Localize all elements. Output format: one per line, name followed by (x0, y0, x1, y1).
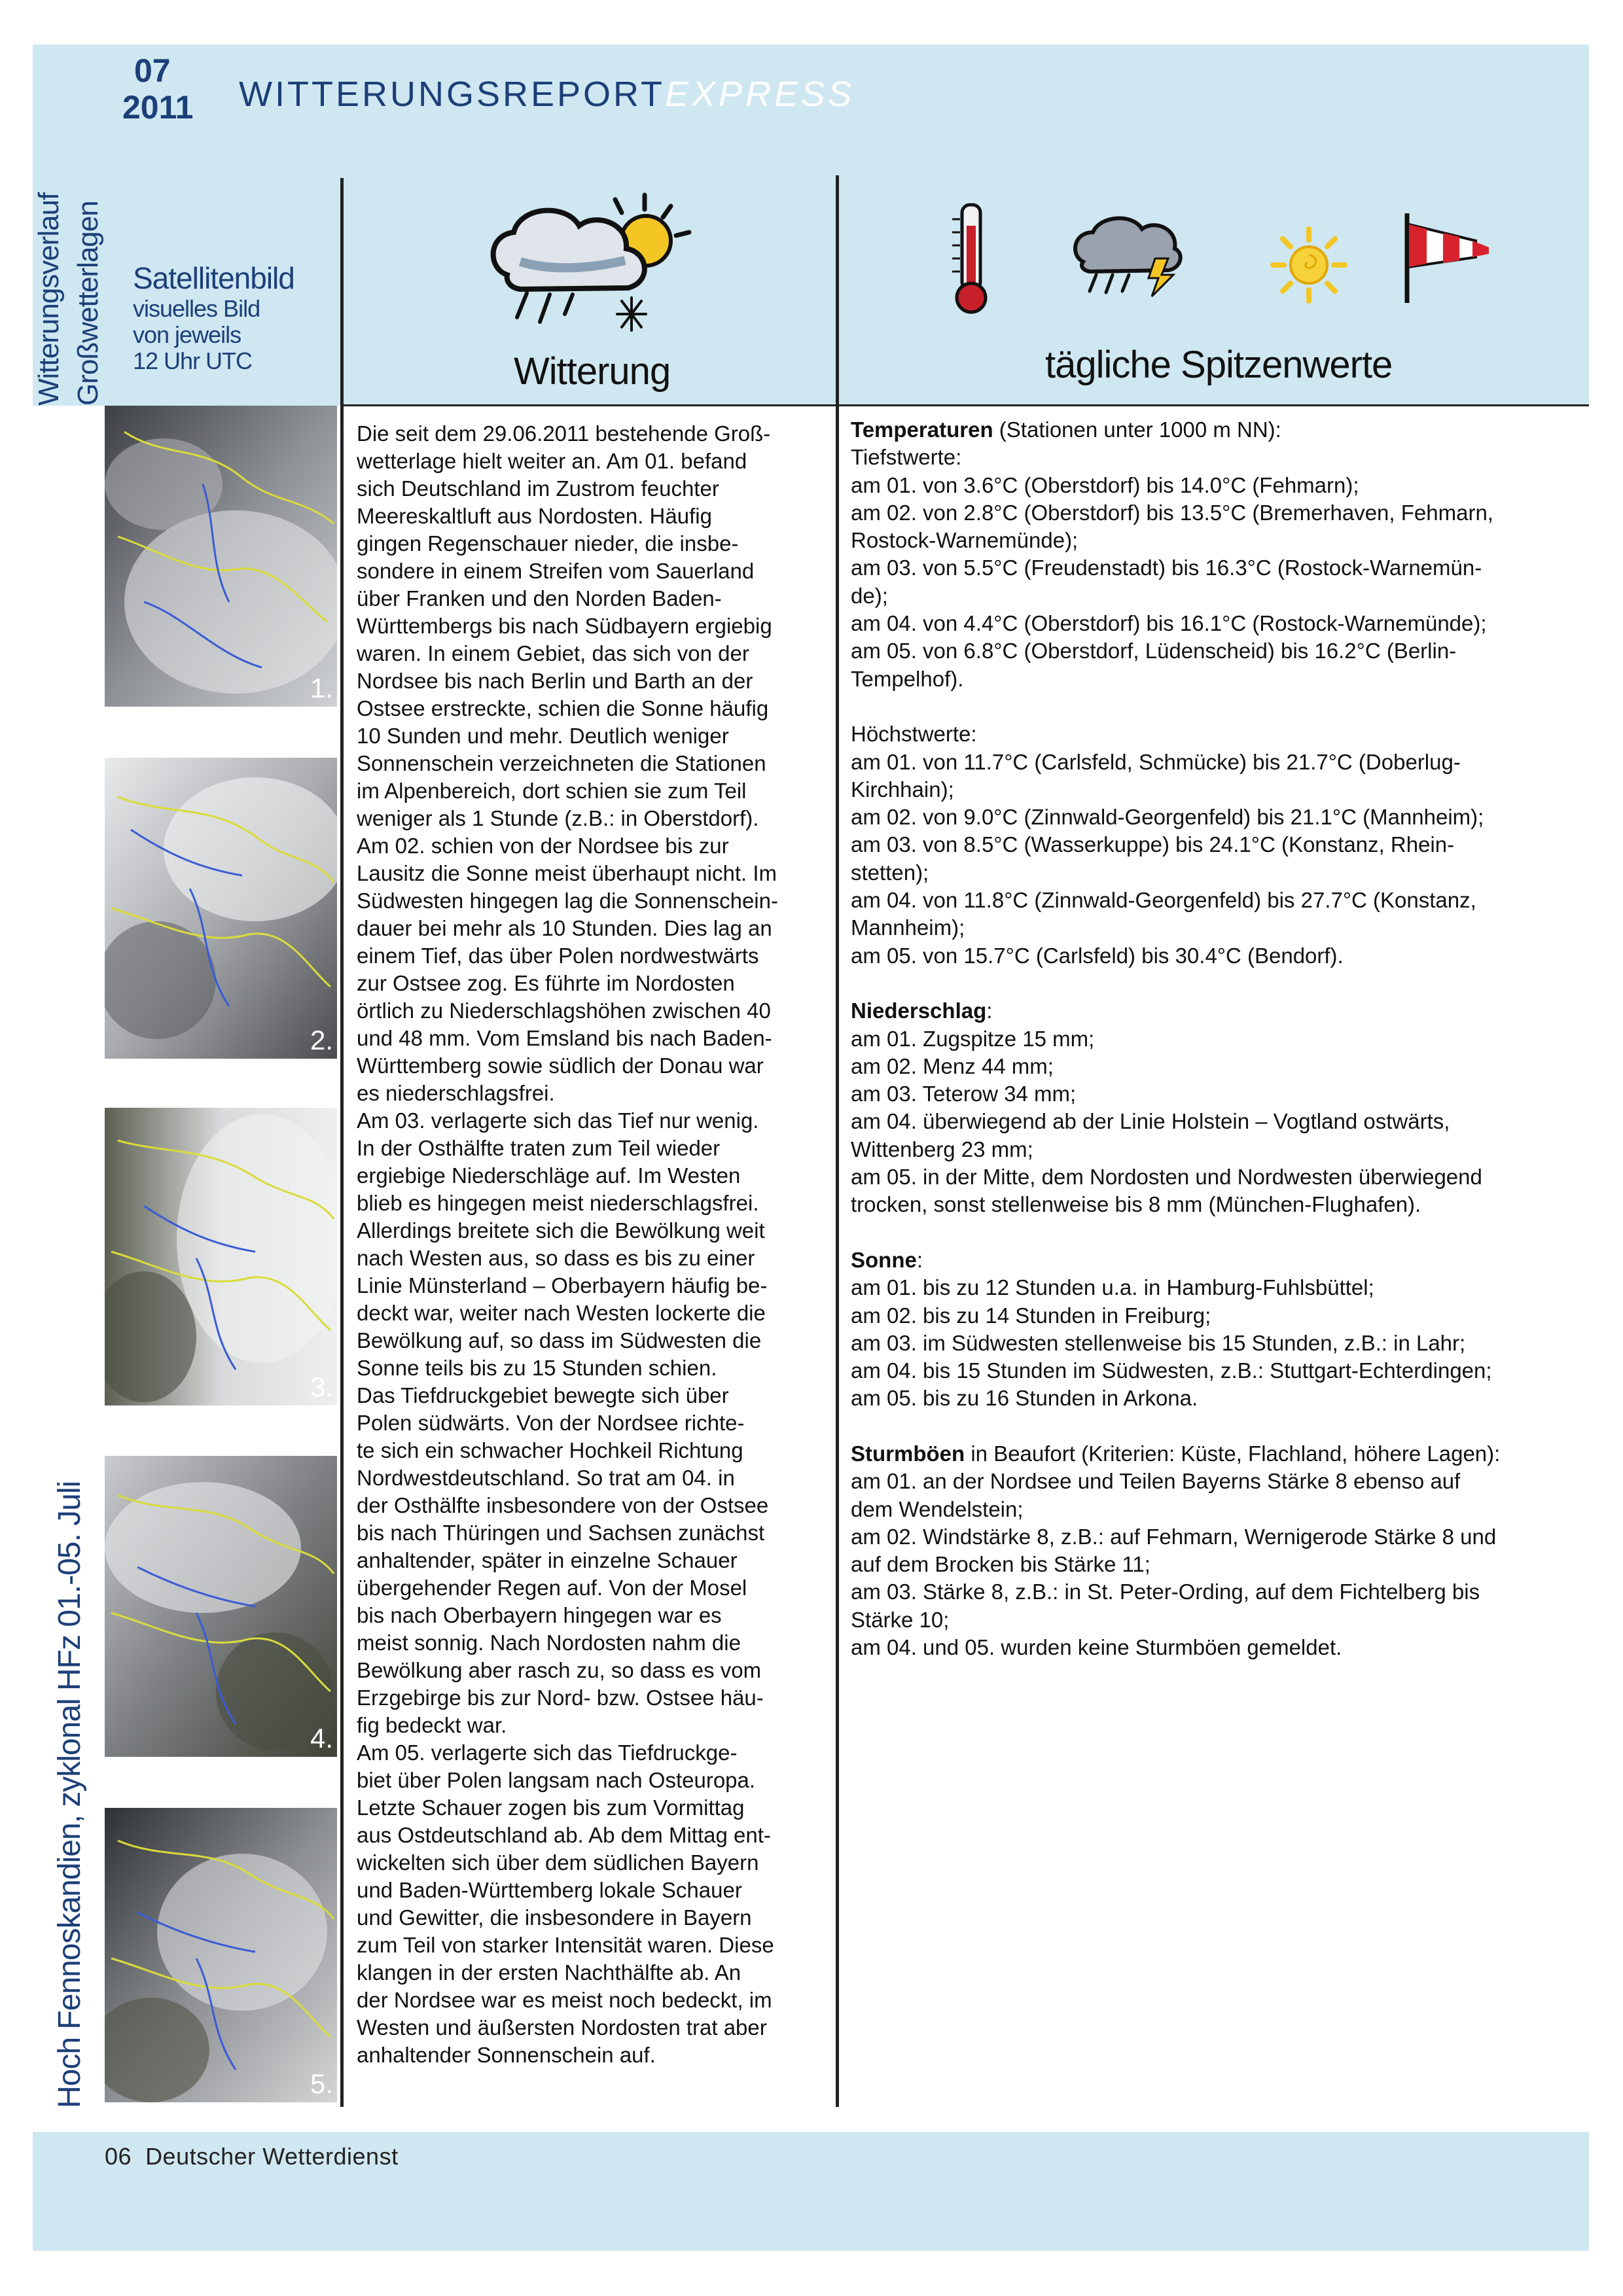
witterung-line: und Gewitter, die insbesondere in Bayern (357, 1905, 752, 1930)
page-footer (105, 2143, 399, 2170)
satellite-image (105, 1808, 337, 2102)
witterung-line: waren. In einem Gebiet, das sich von der (357, 641, 749, 665)
footer-organisation: Deutscher Wetterdienst (145, 2143, 399, 2170)
niederschlag-list (851, 1025, 1577, 1219)
report-title-express: EXPRESS (665, 75, 855, 114)
sturmboeen-heading-note: in Beaufort (Kriterien: Küste, Flachland, höhere Lagen): (965, 1441, 1501, 1466)
niederschlag-line: am 02. Menz 44 mm; (851, 1053, 1054, 1078)
spacer (851, 693, 1577, 720)
temperature-heading-label: Temperaturen (851, 417, 993, 442)
issue-number: 07 (134, 52, 171, 89)
satellite-subtitle-line: von jeweils (133, 321, 241, 348)
niederschlag-line: Wittenberg 23 mm; (851, 1137, 1033, 1161)
witterung-line: örtlich zu Niederschlagshöhen zwischen 40 (357, 998, 771, 1023)
witterung-line: Westen und äußersten Nordosten trat aber (357, 2015, 767, 2040)
tiefstwerte-line: am 02. von 2.8°C (Oberstdorf) bis 13.5°C (Bremerhaven, Fehmarn, (851, 500, 1493, 525)
witterung-line: meist sonnig. Nach Nordosten nahm die (357, 1631, 741, 1655)
witterung-line: Südwesten hingegen lag die Sonnenschein- (357, 889, 778, 913)
sturmboeen-line: am 01. an der Nordsee und Teilen Bayerns Stärke 8 ebenso auf (851, 1469, 1461, 1494)
tiefstwerte-line: Tempelhof). (851, 666, 964, 691)
side-label-verlauf: Witterungsverlauf (33, 192, 65, 406)
thundercloud-rain-icon (1070, 213, 1185, 298)
sonne-colon: : (916, 1247, 923, 1272)
spacer (851, 1219, 1577, 1246)
witterung-line: Am 05. verlagerte sich das Tiefdruckge- (357, 1740, 738, 1765)
divider-right (836, 175, 839, 2107)
witterung-line: Das Tiefdruckgebiet bewegte sich über (357, 1383, 729, 1407)
witterung-line: Ostsee erstreckte, schien die Sonne häufig (357, 696, 769, 720)
witterung-line: aus Ostdeutschland ab. Ab dem Mittag ent- (357, 1823, 771, 1847)
witterung-line: Lausitz die Sonne meist überhaupt nicht. Im (357, 861, 777, 885)
witterung-line: der Osthälfte insbesondere von der Ostsee (357, 1493, 769, 1517)
cloud-sun-snow-icon (481, 183, 704, 340)
temperature-heading (851, 416, 1577, 444)
satellite-image-label: 1. (310, 673, 333, 703)
witterung-line: und Baden-Württemberg lokale Schauer (357, 1878, 742, 1902)
satellite-map (105, 1108, 337, 1405)
page-number: 06 (105, 2143, 132, 2170)
witterung-line: Bewölkung auf, so dass im Südwesten die (357, 1328, 762, 1352)
witterung-line: Bewölkung aber rasch zu, so dass es vom (357, 1658, 762, 1682)
witterung-line: Die seit dem 29.06.2011 bestehende Groß- (357, 421, 771, 446)
witterung-line: wickelten sich über dem südlichen Bayern (357, 1850, 759, 1875)
witterung-line: es niederschlagsfrei. (357, 1081, 555, 1105)
sonne-line: am 05. bis zu 16 Stunden in Arkona. (851, 1386, 1198, 1411)
satellite-title: Satellitenbild (133, 261, 294, 295)
witterung-line: 10 Sunden und mehr. Deutlich weniger (357, 724, 729, 748)
tiefstwerte-list (851, 472, 1577, 693)
witterung-line: einem Tief, das über Polen nordwestwärts (357, 944, 759, 968)
witterung-line: Allerdings breitete sich die Bewölkung weit (357, 1218, 765, 1243)
spitzenwerte-title: tägliche Spitzenwerte (1045, 344, 1393, 386)
hoechstwerte-label: Höchstwerte: (851, 722, 977, 747)
satellite-image (105, 758, 337, 1059)
sturmboeen-line: Stärke 10; (851, 1607, 950, 1632)
sonne-line: am 04. bis 15 Stunden im Südwesten, z.B.: Stuttgart-Echterdingen; (851, 1358, 1492, 1383)
tiefstwerte-line: am 05. von 6.8°C (Oberstdorf, Lüdenscheid) bis 16.2°C (Berlin- (851, 639, 1457, 663)
sonne-line: am 01. bis zu 12 Stunden u.a. in Hamburg-Fuhlsbüttel; (851, 1275, 1374, 1300)
witterung-line: Sonnenschein verzeichneten die Stationen (357, 751, 766, 775)
witterung-line: wetterlage hielt weiter an. Am 01. befand (357, 449, 747, 473)
hoechstwerte-line: am 04. von 11.8°C (Zinnwald-Georgenfeld) bis 27.7°C (Konstanz, (851, 888, 1476, 913)
witterung-line: über Franken und den Norden Baden- (357, 586, 722, 610)
niederschlag-heading (851, 997, 1577, 1025)
witterung-line: gingen Regenschauer nieder, die insbe- (357, 531, 739, 556)
tiefstwerte-line: Rostock-Warnemünde); (851, 528, 1079, 553)
witterung-line: zum Teil von starker Intensität waren. Diese (357, 1933, 774, 1957)
satellite-image-label: 4. (310, 1723, 333, 1754)
witterung-line: te sich ein schwacher Hochkeil Richtung (357, 1438, 743, 1462)
sturmboeen-heading-label: Sturmböen (851, 1441, 965, 1466)
satellite-image-label: 2. (310, 1025, 333, 1055)
divider-header (340, 404, 1589, 406)
side-label-grosswetterlagen: Großwetterlagen (72, 201, 104, 406)
witterung-text (357, 420, 828, 2069)
sonne-line: am 03. im Südwesten stellenweise bis 15 Stunden, z.B.: in Lahr; (851, 1330, 1466, 1355)
sonne-heading (851, 1246, 1577, 1274)
witterung-line: Polen südwärts. Von der Nordsee richte- (357, 1411, 745, 1435)
hoechstwerte-line: am 01. von 11.7°C (Carlsfeld, Schmücke) bis 21.7°C (Doberlug- (851, 749, 1461, 774)
witterung-line: Letzte Schauer zogen bis zum Vormittag (357, 1795, 745, 1820)
witterung-line: sondere in einem Streifen vom Sauerland (357, 559, 755, 583)
hoechstwerte-line: stetten); (851, 860, 929, 885)
witterung-line: anhaltender, später in einzelne Schauer (357, 1548, 738, 1572)
niederschlag-line: am 01. Zugspitze 15 mm; (851, 1026, 1095, 1051)
satellite-map (105, 406, 337, 707)
sturmboeen-line: am 03. Stärke 8, z.B.: in St. Peter-Ording, auf dem Fichtelberg bis (851, 1580, 1480, 1604)
witterung-line: dauer bei mehr als 10 Stunden. Dies lag an (357, 916, 772, 940)
sonne-line: am 02. bis zu 14 Stunden in Freiburg; (851, 1303, 1211, 1328)
witterung-line: blieb es hingegen meist niederschlagsfrei. (357, 1191, 759, 1215)
witterung-line: bis nach Thüringen und Sachsen zunächst (357, 1521, 765, 1545)
witterung-line: klangen in der ersten Nachthälfte ab. An (357, 1960, 741, 1985)
niederschlag-line: trocken, sonst stellenweise bis 8 mm (München-Flughafen). (851, 1192, 1421, 1217)
witterung-line: Linie Münsterland – Oberbayern häufig be- (357, 1273, 768, 1298)
satellite-image (105, 1108, 337, 1405)
satellite-map (105, 1456, 337, 1757)
satellite-map (105, 1808, 337, 2102)
witterung-line: anhaltender Sonnenschein auf. (357, 2043, 656, 2067)
sturmboeen-heading (851, 1440, 1577, 1468)
spacer (851, 970, 1577, 997)
witterung-line: Nordwestdeutschland. So trat am 04. in (357, 1466, 735, 1490)
witterung-line: und 48 mm. Vom Emsland bis nach Baden- (357, 1026, 772, 1050)
witterung-line: Erzgebirge bis zur Nord- bzw. Ostsee häu- (357, 1686, 764, 1710)
windsock-icon (1397, 208, 1492, 306)
hoechstwerte-list (851, 749, 1577, 970)
witterung-line: zur Ostsee zog. Es führte im Nordosten (357, 971, 735, 995)
witterung-line: Am 02. schien von der Nordsee bis zur (357, 834, 729, 858)
witterung-line: Sonne teils bis zu 15 Stunden schien. (357, 1356, 717, 1380)
witterung-line: übergehender Regen auf. Von der Mosel (357, 1576, 747, 1600)
sturmboeen-line: am 02. Windstärke 8, z.B.: auf Fehmarn, Wernigerode Stärke 8 und (851, 1524, 1497, 1549)
satellite-image (105, 1456, 337, 1757)
hoechstwerte-line: am 05. von 15.7°C (Carlsfeld) bis 30.4°C (Bendorf). (851, 943, 1344, 968)
satellite-map (105, 758, 337, 1059)
thermometer-icon (946, 200, 998, 317)
witterung-line: fig bedeckt war. (357, 1713, 507, 1737)
satellite-subtitle-line: 12 Uhr UTC (133, 347, 253, 374)
niederschlag-line: am 04. überwiegend ab der Linie Holstein – Vogtland ostwärts, (851, 1109, 1450, 1134)
niederschlag-colon: : (986, 998, 993, 1023)
sonne-list (851, 1274, 1577, 1412)
niederschlag-heading-label: Niederschlag (851, 998, 987, 1023)
spitzenwerte-text (851, 416, 1577, 1661)
hoechstwerte-line: Mannheim); (851, 915, 965, 940)
witterung-line: Am 03. verlagerte sich das Tief nur wenig. (357, 1108, 759, 1133)
tiefstwerte-line: de); (851, 583, 888, 608)
witterung-line: im Alpenbereich, dort schien sie zum Teil (357, 779, 747, 803)
niederschlag-line: am 03. Teterow 34 mm; (851, 1082, 1077, 1106)
hoechstwerte-line: am 03. von 8.5°C (Wasserkuppe) bis 24.1°C (Konstanz, Rhein- (851, 832, 1455, 857)
witterung-title: Witterung (514, 350, 671, 393)
witterung-line: der Nordsee war es meist noch bedeckt, im (357, 1988, 772, 2012)
hoechstwerte-line: am 02. von 9.0°C (Zinnwald-Georgenfeld) bis 21.1°C (Mannheim); (851, 805, 1484, 830)
witterung-line: Nordsee bis nach Berlin und Barth an der (357, 669, 753, 693)
witterung-line: nach Westen aus, so dass es bis zu einer (357, 1246, 755, 1270)
sturmboeen-line: am 04. und 05. wurden keine Sturmböen gemeldet. (851, 1635, 1342, 1660)
issue-year: 2011 (122, 89, 194, 126)
witterung-line: bis nach Oberbayern hingegen war es (357, 1603, 722, 1627)
tiefstwerte-label: Tiefstwerte: (851, 445, 962, 470)
divider-left (340, 178, 344, 2107)
satellite-image (105, 406, 337, 707)
sturmboeen-line: dem Wendelstein; (851, 1496, 1024, 1521)
report-title-main: WITTERUNGSREPORT (239, 75, 666, 114)
tiefstwerte-line: am 04. von 4.4°C (Oberstdorf) bis 16.1°C (Rostock-Warnemünde); (851, 611, 1487, 636)
satellite-image-label: 3. (310, 1371, 333, 1402)
tiefstwerte-line: am 01. von 3.6°C (Oberstdorf) bis 14.0°C (Fehmarn); (851, 472, 1359, 497)
witterung-line: weniger als 1 Stunde (z.B.: in Oberstdorf). (357, 806, 759, 830)
witterung-line: deckt war, weiter nach Westen lockerte die (357, 1301, 766, 1325)
witterung-line: Württemberg sowie südlich der Donau war (357, 1053, 764, 1078)
sonne-heading-label: Sonne (851, 1247, 917, 1272)
witterung-line: In der Osthälfte traten zum Teil wieder (357, 1136, 721, 1160)
witterung-line: ergiebige Niederschläge auf. Im Westen (357, 1163, 741, 1188)
niederschlag-line: am 05. in der Mitte, dem Nordosten und Nordwesten überwiegend (851, 1165, 1482, 1190)
witterung-line: biet über Polen langsam nach Osteuropa. (357, 1768, 756, 1792)
satellite-subtitle (133, 296, 260, 374)
witterung-line: Württembergs bis nach Südbayern ergiebig (357, 614, 772, 638)
satellite-image-label: 5. (310, 2068, 333, 2099)
hoechstwerte-line: Kirchhain); (851, 777, 954, 802)
side-label-wetterlage: Hoch Fennoskandien, zyklonal HFz 01.-05. Juli (52, 1481, 87, 2108)
satellite-subtitle-line: visuelles Bild (133, 295, 260, 322)
sun-icon (1270, 226, 1348, 304)
report-title (239, 75, 855, 114)
sturmboeen-line: auf dem Brocken bis Stärke 11; (851, 1552, 1150, 1577)
witterung-line: sich Deutschland im Zustrom feuchter (357, 476, 719, 501)
sturmboeen-list (851, 1468, 1577, 1661)
witterung-line: Meereskaltluft aus Nordosten. Häufig (357, 504, 712, 528)
temperature-heading-note: (Stationen unter 1000 m NN): (993, 417, 1281, 442)
spacer (851, 1413, 1577, 1440)
tiefstwerte-line: am 03. von 5.5°C (Freudenstadt) bis 16.3°C (Rostock-Warnemün- (851, 556, 1482, 580)
